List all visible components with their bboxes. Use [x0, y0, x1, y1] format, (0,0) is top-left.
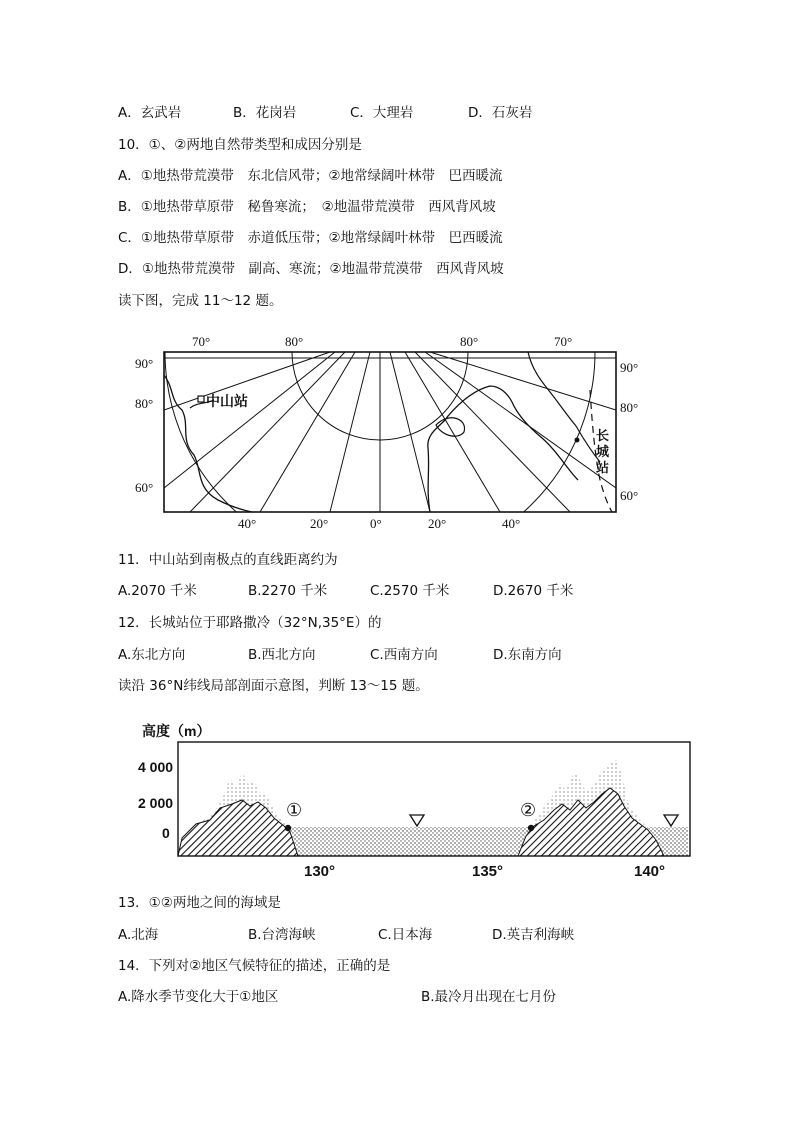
q12-option-a: A.东北方向: [118, 647, 186, 663]
q10-option-c: C．①地热带草原带 赤道低压带；②地常绿阔叶林带 巴西暖流: [118, 230, 503, 246]
q11-option-a: A.2070 千米: [118, 583, 197, 599]
q10-stem: 10．①、②两地自然带类型和成因分别是: [118, 137, 362, 153]
q13-option-b: B.台湾海峡: [248, 927, 316, 943]
intro-13-15: 读沿 36°N纬线局部剖面示意图，判断 13～15 题。: [118, 678, 429, 694]
zhongshan-station-label: 中山站: [206, 393, 248, 409]
x-tick-130: 130°: [304, 863, 336, 880]
bottom-label-0: 0°: [370, 516, 382, 530]
q11-option-c: C.2570 千米: [370, 583, 450, 599]
q14-option-b: B.最冷月出现在七月份: [421, 989, 557, 1005]
top-label-80-right: 80°: [460, 334, 479, 349]
q11-stem: 11．中山站到南极点的直线距离约为: [118, 552, 338, 568]
q11-option-b: B.2270 千米: [248, 583, 328, 599]
changcheng-station-char-2: 城: [596, 444, 610, 459]
top-label-70-left: 70°: [192, 334, 211, 349]
bottom-label-20-right: 20°: [428, 516, 447, 530]
q9-option-c: C．大理岩: [350, 105, 414, 121]
q14-option-a: A.降水季节变化大于①地区: [118, 989, 279, 1005]
left-label-80: 80°: [135, 396, 154, 411]
sea-level-triangle-right: [664, 815, 678, 826]
bottom-label-20-left: 20°: [310, 516, 329, 530]
q10-option-a: A．①地热带荒漠带 东北信风带；②地常绿阔叶林带 巴西暖流: [118, 168, 503, 184]
right-label-90: 90°: [620, 360, 639, 375]
zhongshan-station-marker: [198, 396, 204, 402]
q10-option-d: D．①地热带荒漠带 副高、寒流；②地温带荒漠带 西风背风坡: [118, 261, 504, 277]
y-tick-4000: 4 000: [138, 759, 174, 775]
q12-option-c: C.西南方向: [370, 647, 438, 663]
sea-level-triangle-left: [410, 815, 424, 826]
q12-option-b: B.西北方向: [248, 647, 316, 663]
q11-option-d: D.2670 千米: [493, 583, 574, 599]
left-label-60: 60°: [135, 480, 154, 495]
right-label-60: 60°: [620, 488, 639, 503]
y-tick-0: 0: [162, 825, 170, 841]
q9-option-d: D．石灰岩: [468, 105, 533, 121]
q9-option-b: B．花岗岩: [233, 105, 297, 121]
changcheng-station-char-3: 站: [596, 460, 610, 475]
left-label-90: 90°: [135, 356, 154, 371]
top-label-70-right: 70°: [554, 334, 573, 349]
point-2-marker: [528, 825, 534, 831]
q9-option-a: A．玄武岩: [118, 105, 182, 121]
point-1-label: ①: [286, 800, 303, 821]
q13-option-c: C.日本海: [378, 927, 433, 943]
profile-ylabel: 高度（m）: [142, 723, 211, 739]
q12-option-d: D.东南方向: [493, 647, 562, 663]
x-tick-140: 140°: [634, 863, 666, 880]
changcheng-station-marker: [575, 438, 580, 443]
bottom-label-40-right: 40°: [502, 516, 521, 530]
x-tick-135: 135°: [472, 863, 504, 880]
q12-stem: 12．长城站位于耶路撒冷（32°N,35°E）的: [118, 615, 382, 631]
map-frame: [164, 352, 616, 512]
top-label-80-left: 80°: [285, 334, 304, 349]
point-2-label: ②: [520, 800, 537, 821]
q10-option-b: B．①地热带草原带 秘鲁寒流； ②地温带荒漠带 西风背风坡: [118, 199, 496, 215]
y-tick-2000: 2 000: [138, 795, 174, 811]
q13-option-a: A.北海: [118, 927, 159, 943]
left-mountain: [178, 800, 298, 856]
right-label-80: 80°: [620, 400, 639, 415]
point-1-marker: [285, 825, 291, 831]
profile-chart: [138, 714, 698, 884]
intro-11-12: 读下图，完成 11～12 题。: [118, 293, 283, 309]
q13-stem: 13．①②两地之间的海域是: [118, 895, 281, 911]
antarctic-map: [130, 330, 650, 530]
bottom-label-40-left: 40°: [238, 516, 257, 530]
q14-stem: 14．下列对②地区气候特征的描述，正确的是: [118, 958, 391, 974]
q13-option-d: D.英吉利海峡: [492, 927, 575, 943]
changcheng-station-char-1: 长: [596, 428, 610, 443]
